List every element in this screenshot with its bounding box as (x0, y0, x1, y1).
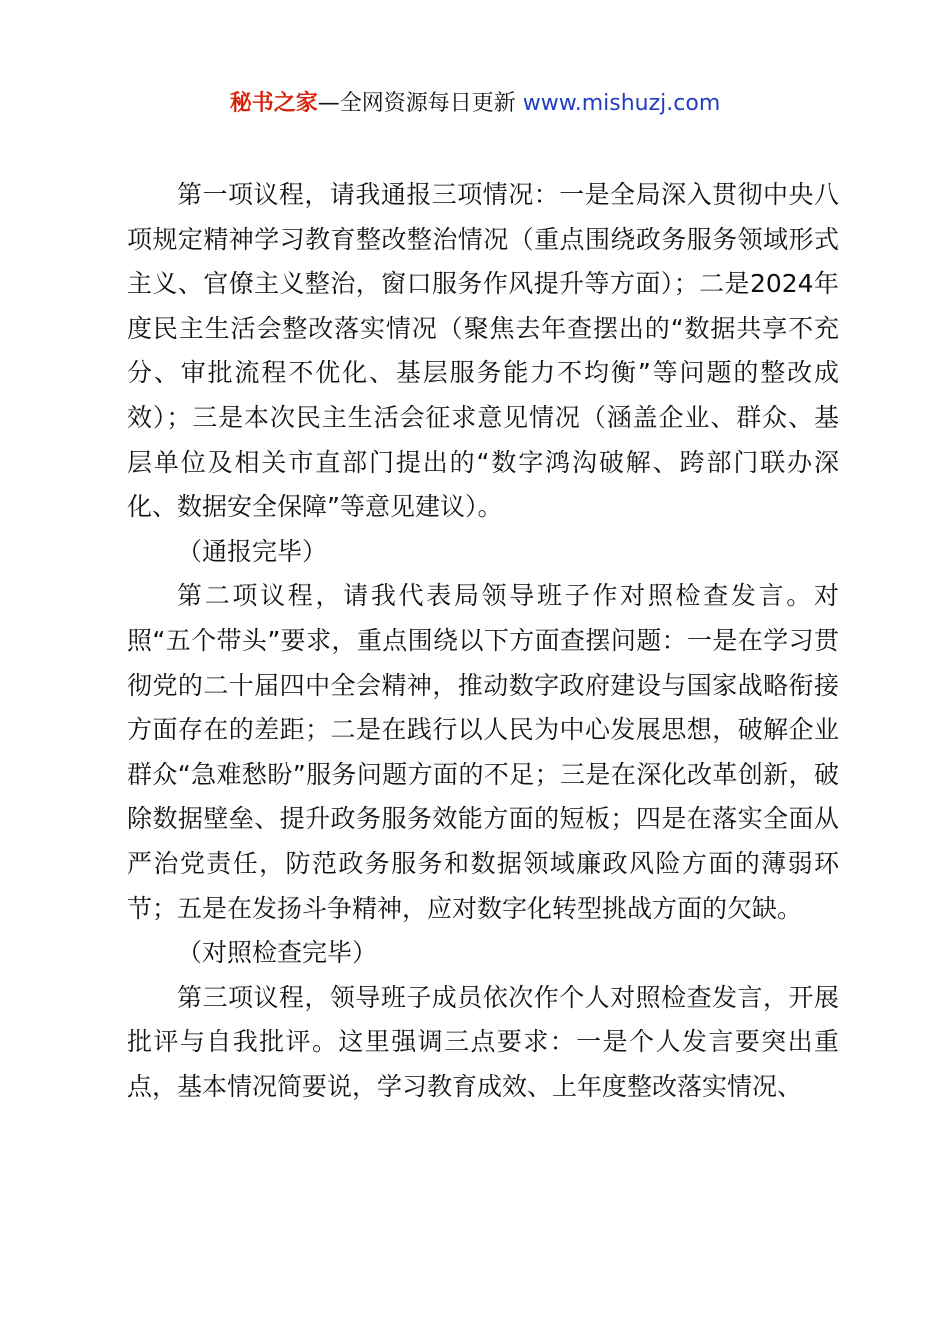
brand-name: 秘书之家 (229, 91, 318, 116)
paragraph-agenda-3: 第三项议程，领导班子成员依次作个人对照检查发言，开展批评与自我批评。这里强调三点要求：一是个人发言要突出重点，基本情况简要说，学习教育成效、上年度整改落实情况、 (127, 982, 839, 1101)
document-body (127, 173, 839, 1109)
paragraph-agenda-1: 第一项议程，请我通报三项情况：一是全局深入贯彻中央八项规定精神学习教育整改整治情况（重点围绕政务服务领域形式主义、官僚主义整治，窗口服务作风提升等方面）；二是2024年度民主生活会整改落实情况（聚焦去年查摆出的“数据共享不充分、审批流程不优化、基层服务能力不均衡”等问题的整改成效）；三是本次民主生活会征求意见情况（涵盖企业、群众、基层单位及相关市直部门提出的“数字鸿沟破解、跨部门联办深化、数据安全保障”等意见建议）。 (127, 180, 839, 522)
paragraph-note-1: （通报完毕） (177, 536, 328, 566)
paragraph-agenda-2: 第二项议程，请我代表局领导班子作对照检查发言。对照“五个带头”要求，重点围绕以下方面查摆问题：一是在学习贯彻党的二十届四中全会精神，推动数字政府建设与国家战略衔接方面存在的差距；二是在践行以人民为中心发展思想，破解企业群众“急难愁盼”服务问题方面的不足；三是在深化改革创新，破除数据壁垒、提升政务服务效能方面的短板；四是在落实全面从严治党责任，防范政务服务和数据领域廉政风险方面的薄弱环节；五是在发扬斗争精神，应对数字化转型挑战方面的欠缺。 (127, 581, 839, 923)
header-tagline: —全网资源每日更新 (317, 91, 523, 116)
site-url[interactable]: www.mishuzj.com (522, 91, 721, 116)
paragraph-note-2: （对照检查完毕） (177, 938, 378, 968)
site-header (0, 88, 950, 120)
